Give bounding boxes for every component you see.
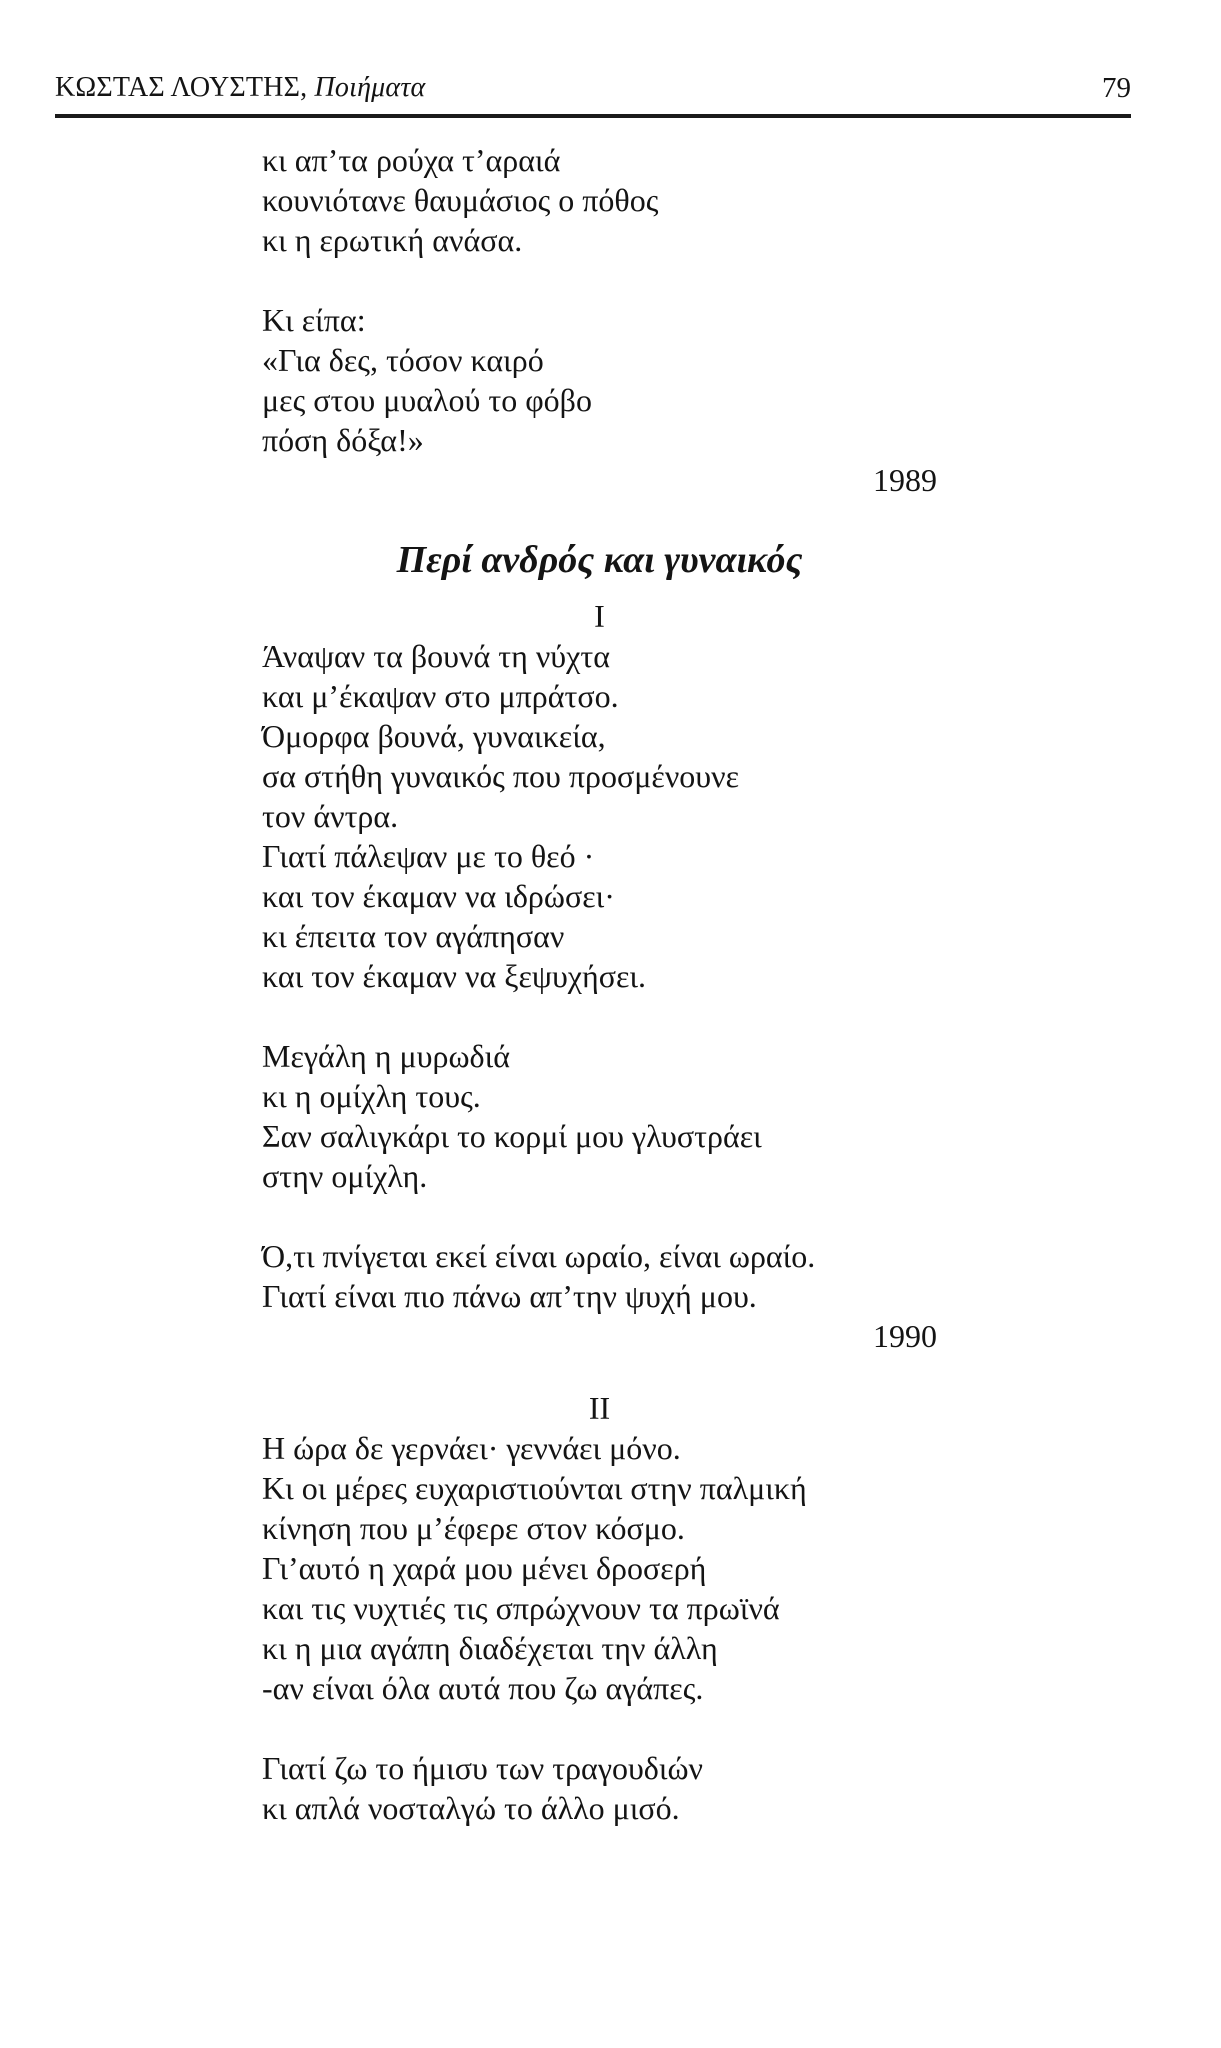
previous-poem-stanza — [262, 140, 937, 260]
page-content — [262, 140, 937, 1828]
verse-line: Κι οι μέρες ευχαριστιούνται στην παλμική — [262, 1470, 807, 1506]
verse-line: κι η μια αγάπη διαδέχεται την άλλη — [262, 1630, 718, 1666]
section-number: ΙΙ — [588, 1390, 611, 1426]
verse-line: Γιατί πάλεψαν με το θεό · — [262, 838, 595, 874]
poem-year: 1990 — [873, 1318, 937, 1354]
verse-line: κουνιότανε θαυμάσιος ο πόθος — [262, 182, 659, 218]
running-header — [55, 68, 1131, 118]
poem-stanza — [262, 636, 937, 996]
verse-line: κίνηση που μ’έφερε στον κόσμο. — [262, 1510, 685, 1546]
verse-line: «Για δες, τόσον καιρό — [262, 342, 544, 378]
verse-line: Γιατί ζω το ήμισυ των τραγουδιών — [262, 1750, 704, 1786]
verse-line: και τον έκαμαν να ξεψυχήσει. — [262, 958, 647, 994]
verse-line: κι έπειτα τον αγάπησαν — [262, 918, 565, 954]
verse-line: κι απ’τα ρούχα τ’αραιά — [262, 142, 561, 178]
page-number: 79 — [1102, 72, 1131, 104]
verse-line: Μεγάλη η μυρωδιά — [262, 1038, 510, 1074]
verse-line: στην ομίχλη. — [262, 1158, 428, 1194]
verse-line: Η ώρα δε γερνάει· γεννάει μόνο. — [262, 1430, 681, 1466]
verse-line: Όμορφα βουνά, γυναικεία, — [262, 718, 606, 754]
verse-line: κι η ερωτική ανάσα. — [262, 222, 523, 258]
verse-line: και τις νυχτιές τις σπρώχνουν τα πρωϊνά — [262, 1590, 780, 1626]
verse-line: σα στήθη γυναικός που προσμένουνε — [262, 758, 740, 794]
previous-poem-stanza — [262, 300, 937, 460]
poem-year: 1989 — [873, 462, 937, 498]
verse-line: Άναψαν τα βουνά τη νύχτα — [262, 638, 610, 674]
verse-line: Σαν σαλιγκάρι το κορμί μου γλυστράει — [262, 1118, 762, 1154]
poem-stanza — [262, 1748, 937, 1828]
poem-stanza — [262, 1236, 937, 1316]
verse-line: και μ’έκαψαν στο μπράτσο. — [262, 678, 619, 714]
verse-line: -αν είναι όλα αυτά που ζω αγάπες. — [262, 1670, 704, 1706]
header-author-line — [55, 72, 425, 104]
verse-line: Ό,τι πνίγεται εκεί είναι ωραίο, είναι ωραίο. — [262, 1238, 816, 1274]
header-book-title: Ποιήματα — [314, 72, 426, 103]
verse-line: τον άντρα. — [262, 798, 399, 834]
verse-line: κι απλά νοσταλγώ το άλλο μισό. — [262, 1790, 680, 1826]
section-number: Ι — [594, 598, 605, 634]
verse-line: και τον έκαμαν να ιδρώσει· — [262, 878, 615, 914]
verse-line: κι η ομίχλη τους. — [262, 1078, 481, 1114]
verse-line: μες στου μυαλού το φόβο — [262, 382, 592, 418]
verse-line: πόση δόξα!» — [262, 422, 424, 458]
poem-stanza — [262, 1428, 937, 1708]
poem-title: Περί ανδρός και γυναικός — [396, 539, 803, 581]
verse-line: Γι’αυτό η χαρά μου μένει δροσερή — [262, 1550, 707, 1586]
poem-stanza — [262, 1036, 937, 1196]
verse-line: Γιατί είναι πιο πάνω απ’την ψυχή μου. — [262, 1278, 757, 1314]
header-author: ΚΩΣΤΑΣ ΛΟΥΣΤΗΣ, — [55, 72, 308, 103]
verse-line: Κι είπα: — [262, 302, 366, 338]
